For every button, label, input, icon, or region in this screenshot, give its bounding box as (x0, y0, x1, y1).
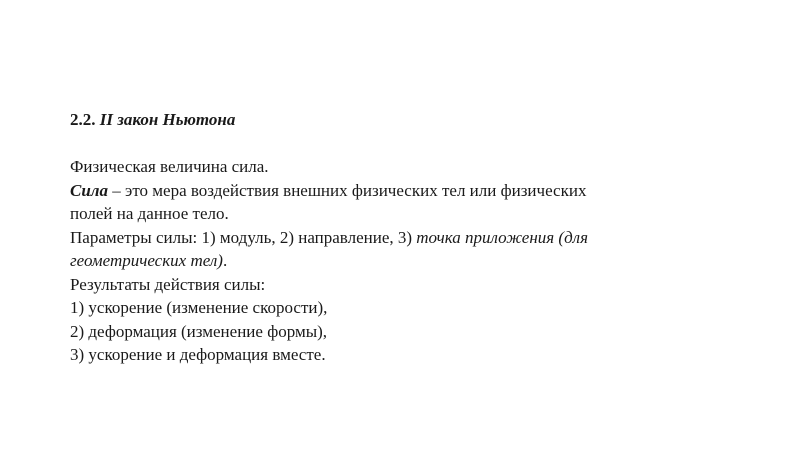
params-end: . (222, 251, 228, 270)
definition-continuation: полей на данное тело. (70, 204, 229, 223)
definition-text: – это мера воздействия внешних физических тел или физических (108, 180, 587, 200)
params-text: Параметры силы: 1) модуль, 2) направление, 3) (70, 227, 417, 247)
slide-content (70, 108, 750, 367)
intro-text: Физическая величина сила. (70, 157, 269, 176)
result-item-1 (70, 296, 750, 320)
result-item-3-text: 3) ускорение и деформация вместе. (70, 345, 326, 364)
params-italic-2: геометрических тел) (70, 251, 223, 270)
section-title: II закон Ньютона (99, 110, 236, 129)
text-line-definition-1 (70, 179, 750, 203)
definition-term: Сила (70, 180, 109, 200)
results-title (70, 273, 750, 297)
section-heading (70, 108, 750, 132)
text-line-params-1 (70, 226, 750, 250)
result-item-2 (70, 320, 750, 344)
result-item-2-text: 2) деформация (изменение формы), (70, 321, 328, 341)
section-number: 2.2. (70, 110, 96, 129)
text-line-intro (70, 155, 750, 179)
result-item-1-text: 1) ускорение (изменение скорости), (70, 298, 328, 317)
results-title-text: Результаты действия силы: (70, 274, 266, 294)
params-italic-1: точка приложения (для (416, 227, 588, 247)
result-item-3 (70, 343, 750, 367)
text-line-params-2 (70, 249, 750, 273)
text-line-definition-2 (70, 202, 750, 226)
